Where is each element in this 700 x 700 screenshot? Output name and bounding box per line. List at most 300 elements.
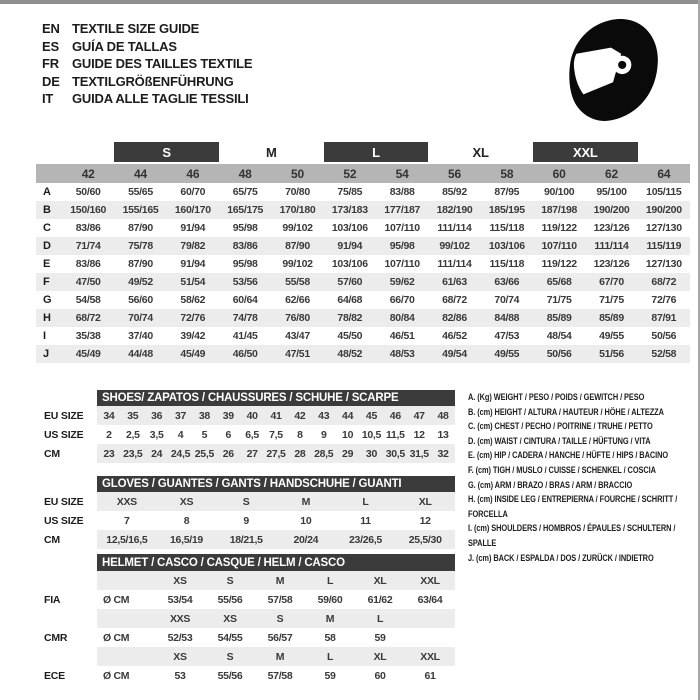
value-cell: 34 (103, 409, 115, 422)
measure-value: 115/119 (646, 240, 682, 252)
value-cell: 2 (106, 428, 112, 441)
measure-value: 35/38 (75, 330, 101, 342)
size-label: 48 (238, 166, 252, 181)
row-letter: B (43, 204, 51, 216)
measure-value: 61/63 (442, 276, 467, 288)
legend-item: B. (cm) HEIGHT / ALTURA / HAUTEUR / HÖHE / ALTEZZA (468, 406, 664, 418)
helmet-labels (44, 554, 97, 685)
measure-value: 85/89 (546, 312, 572, 324)
measure-value: 75/78 (128, 240, 153, 252)
measure-value: 99/102 (439, 240, 470, 252)
shoes-row (97, 444, 455, 463)
value-cell: 4 (177, 428, 184, 441)
size-label: 62 (605, 166, 618, 181)
size-group-xl: XL (472, 144, 489, 160)
diameter-label: Ø CM (103, 669, 130, 682)
value-cell: 6,5 (245, 428, 259, 441)
measure-value: 49/55 (599, 330, 624, 342)
legend-item: C. (cm) CHEST / PECHO / POITRINE / TRUHE / PETTO (468, 421, 653, 433)
value-cell: 2,5 (125, 428, 140, 441)
value-cell: 6 (225, 428, 232, 441)
legend-item: G. (cm) ARM / BRAZO / BRAS / ARM / BRACCIO (468, 479, 633, 491)
value-cell: 10 (342, 428, 354, 441)
value-cell: 54/55 (217, 631, 243, 644)
measure-value: 87/90 (128, 258, 153, 270)
measure-value: 50/56 (651, 330, 677, 342)
helmet-sizes-row (97, 609, 455, 628)
shoes-labels (44, 390, 97, 463)
value-cell: 36 (151, 409, 163, 422)
measure-value: 59/62 (389, 276, 415, 288)
measure-value: 63/66 (494, 276, 520, 288)
value-cell: 35 (127, 409, 139, 422)
measure-value: 67/70 (599, 276, 624, 288)
measure-value: 87/90 (128, 222, 153, 234)
gloves-title-bar: GLOVES / GUANTES / GANTS / HANDSCHUHE / GUANTI (97, 476, 455, 492)
helmet-size-label: M (275, 650, 285, 663)
helmet-size-label: XS (173, 574, 187, 587)
helmet-title-bar: HELMET / CASCO / CASQUE / HELM / CASCO (97, 554, 455, 571)
size-label: 60 (552, 166, 566, 181)
measure-value: 103/106 (488, 240, 525, 252)
size-group-s: S (114, 142, 219, 162)
value-cell: 53 (174, 669, 186, 682)
value-cell: 47 (413, 409, 425, 422)
size-label: 42 (81, 166, 95, 181)
helmet-size-label: XL (373, 650, 387, 663)
gloves-table (97, 476, 455, 549)
measure-value: 68/72 (75, 312, 101, 324)
language-code: DE (42, 73, 60, 89)
measure-value: 48/53 (389, 348, 415, 360)
measure-value: 91/94 (180, 222, 206, 234)
value-cell: 20/24 (293, 533, 319, 546)
value-cell: 30,5 (385, 447, 405, 460)
row-letter: G (43, 294, 52, 306)
size-label: 44 (134, 166, 147, 181)
measure-value: 99/102 (282, 222, 313, 234)
size-label: 46 (186, 166, 200, 181)
measure-value: 39/42 (180, 330, 206, 342)
shoes-title-bar: SHOES/ ZAPATOS / CHAUSSURES / SCHUHE / SCARPE (97, 390, 455, 406)
measure-value: 72/76 (180, 312, 206, 324)
legend-item: H. (cm) INSIDE LEG / ENTREPIERNA / FOURCHE / SCHRITT / FORCELLA (468, 494, 678, 520)
legend-item: I. (cm) SHOULDERS / HOMBROS / ÉPAULES / SCHULTERN / SPALLE (468, 523, 676, 549)
measure-value: 51/54 (180, 276, 206, 288)
language-row (42, 90, 252, 108)
value-cell: XS (179, 495, 194, 508)
gloves-rows (97, 492, 455, 549)
measure-value: 75/85 (337, 186, 363, 198)
measure-value: 47/51 (285, 348, 310, 360)
measure-value: 70/74 (128, 312, 153, 324)
value-cell: 12 (419, 514, 431, 527)
row-letter: I (43, 330, 46, 342)
value-cell: 11 (360, 514, 371, 527)
value-cell: 28 (294, 447, 306, 460)
measure-value: 45/49 (75, 348, 101, 360)
measure-value: 119/122 (541, 222, 577, 234)
shoes-row (97, 406, 455, 425)
value-cell: XL (418, 495, 432, 508)
value-cell: 23,5 (123, 447, 143, 460)
measure-value: 46/50 (232, 348, 258, 360)
helmet-size-label: S (276, 612, 284, 625)
measure-value: 111/114 (437, 258, 472, 270)
gloves-row (97, 492, 455, 511)
helmet-label-spacer (44, 609, 97, 628)
measure-value: 95/98 (232, 258, 258, 270)
measure-value: 71/75 (546, 294, 572, 306)
measure-value: 185/195 (488, 204, 525, 216)
value-cell: 59/60 (317, 593, 343, 606)
value-cell: 48 (437, 409, 449, 422)
measure-value: 190/200 (593, 204, 630, 216)
measure-value: 105/115 (646, 186, 682, 198)
value-cell: 56/57 (267, 631, 293, 644)
helmet-size-label: XXS (169, 612, 191, 625)
value-cell: 8 (183, 514, 190, 527)
language-row (42, 20, 252, 38)
value-cell: 46 (389, 409, 401, 422)
row-letter: A (43, 186, 51, 198)
main-size-groups (36, 142, 690, 162)
value-cell: 24 (151, 447, 163, 460)
legend-item: A. (Kg) WEIGHT / PESO / POIDS / GEWITCH / PESO (468, 392, 645, 403)
value-cell: 9 (320, 428, 327, 441)
measure-value: 91/94 (180, 258, 206, 270)
language-code: FR (42, 56, 59, 71)
helmet-size-label: S (226, 574, 234, 587)
legend-item: D. (cm) WAIST / CINTURA / TAILLE / HÜFTUNG / VITA (468, 435, 651, 447)
measure-value: 95/98 (232, 222, 258, 234)
measure-value: 115/118 (489, 222, 525, 234)
measure-value: 65/68 (546, 276, 572, 288)
value-cell: XXS (116, 495, 137, 508)
size-label: 58 (500, 166, 514, 181)
gloves-row (97, 530, 455, 549)
language-row (42, 38, 252, 56)
value-cell: 24,5 (170, 447, 191, 460)
size-label: 54 (395, 166, 409, 181)
helmet-size-label: XL (373, 574, 387, 587)
value-cell: 41 (270, 409, 282, 422)
shoes-size-block (44, 390, 455, 463)
helmet-size-label: L (326, 650, 334, 663)
measure-value: 46/52 (442, 330, 467, 342)
value-cell: 31,5 (409, 447, 429, 460)
measure-value: 83/86 (75, 222, 101, 234)
value-cell: 58 (324, 631, 336, 644)
value-cell: 61 (424, 669, 436, 682)
measure-value: 72/76 (651, 294, 677, 306)
gloves-row-label: CM (44, 533, 60, 546)
value-cell: 27,5 (266, 447, 286, 460)
measure-value: 41/45 (232, 330, 258, 342)
measure-value: 50/56 (546, 348, 572, 360)
measure-value: 150/160 (70, 204, 107, 216)
measure-value: 103/106 (331, 258, 368, 270)
language-row (42, 73, 252, 91)
helmet-sizes-row (97, 647, 455, 666)
measure-row-c (36, 219, 690, 237)
measure-value: 45/50 (337, 330, 363, 342)
helmet-standard-label: FIA (44, 593, 61, 606)
measure-value: 55/58 (285, 276, 310, 288)
helmet-size-label: XS (173, 650, 187, 663)
measure-value: 170/180 (279, 204, 316, 216)
helmet-size-label: S (226, 650, 234, 663)
value-cell: 53/54 (167, 593, 193, 606)
value-cell: 44 (342, 409, 354, 422)
measure-value: 95/98 (389, 240, 415, 252)
value-cell: 3,5 (149, 428, 164, 441)
measure-row-b (36, 201, 690, 219)
measure-value: 45/49 (180, 348, 206, 360)
language-title: GUIDE DES TAILLES TEXTILE (72, 56, 253, 71)
sizes-strip-spacer (36, 164, 62, 183)
shoes-rows (97, 406, 455, 463)
language-row (42, 55, 252, 73)
helmet-rows (97, 571, 455, 685)
size-label: 64 (657, 166, 671, 181)
legend-item: J. (cm) BACK / ESPALDA / DOS / ZURÜCK / INDIETRO (468, 552, 654, 564)
value-cell: 55/56 (217, 593, 243, 606)
size-label: 50 (291, 166, 304, 181)
page-top-edge (0, 0, 700, 4)
shoes-table (97, 390, 455, 463)
value-cell: 61/62 (367, 593, 393, 606)
language-code: EN (42, 21, 60, 36)
value-cell: 18/21,5 (229, 533, 263, 546)
measure-value: 127/130 (645, 258, 682, 270)
measure-value: 43/47 (285, 330, 310, 342)
measure-value: 87/91 (651, 312, 677, 324)
helmet-size-label: XXL (420, 574, 440, 587)
value-cell: 30 (365, 447, 377, 460)
measure-value: 71/74 (75, 240, 101, 252)
measure-value: 64/68 (337, 294, 363, 306)
size-group-m: M (266, 144, 277, 160)
shoes-row-label: CM (44, 447, 60, 460)
measure-value: 76/80 (285, 312, 310, 324)
value-cell: 23/26,5 (349, 533, 382, 546)
value-cell: 8 (297, 428, 303, 441)
language-title: GUÍA DE TALLAS (72, 38, 177, 54)
value-cell: 37 (174, 409, 187, 422)
helmet-standard-label: CMR (44, 631, 68, 644)
measure-value: 107/110 (384, 222, 420, 234)
value-cell: 7 (124, 514, 130, 527)
measure-value: 74/78 (232, 312, 258, 324)
textile-size-table (36, 142, 690, 363)
measure-value: 37/40 (128, 330, 153, 342)
value-cell: 26 (222, 447, 234, 460)
value-cell: 5 (201, 428, 208, 441)
gloves-row-label: EU SIZE (44, 495, 84, 508)
measure-value: 111/114 (594, 240, 629, 252)
value-cell: 28,5 (314, 447, 334, 460)
value-cell: 10 (300, 514, 312, 527)
value-cell: S (242, 495, 250, 508)
diameter-label: Ø CM (103, 631, 130, 644)
value-cell: 25,5 (194, 447, 215, 460)
measure-value: 123/126 (593, 258, 630, 270)
measure-value: 47/53 (494, 330, 520, 342)
value-cell: 57/58 (267, 669, 293, 682)
row-letter: J (43, 348, 49, 360)
measure-row-a (36, 183, 690, 201)
measure-value: 50/60 (75, 186, 101, 198)
racing-helmet-icon (560, 14, 664, 126)
value-cell: 63/64 (417, 593, 443, 606)
measure-value: 123/126 (593, 222, 630, 234)
size-label: 52 (343, 166, 357, 181)
value-cell: 42 (294, 409, 306, 422)
measure-value: 83/86 (75, 258, 101, 270)
language-title: TEXTILGRÖßENFÜHRUNG (72, 73, 234, 89)
measure-value: 99/102 (282, 258, 313, 270)
measure-row-e (36, 255, 690, 273)
measure-value: 58/62 (180, 294, 206, 306)
helmet-sizes-row (97, 571, 455, 590)
measure-value: 83/88 (389, 186, 415, 198)
value-cell: M (301, 495, 311, 508)
value-cell: 59 (374, 631, 386, 644)
value-cell: 29 (342, 447, 354, 460)
value-cell: 40 (246, 409, 258, 422)
measure-value: 70/80 (285, 186, 310, 198)
measure-value: 65/75 (232, 186, 258, 198)
measure-value: 66/70 (389, 294, 415, 306)
value-cell: 52/53 (167, 631, 193, 644)
measure-value: 51/56 (599, 348, 624, 360)
gloves-row-label: US SIZE (44, 514, 84, 527)
measure-value: 48/54 (546, 330, 572, 342)
main-sizes-strip (36, 164, 690, 183)
value-cell: 55/56 (217, 669, 243, 682)
measure-value: 160/170 (174, 204, 211, 216)
measure-value: 87/90 (285, 240, 310, 252)
measure-value: 165/175 (227, 204, 264, 216)
measure-value: 84/88 (494, 312, 520, 324)
measure-value: 47/50 (75, 276, 101, 288)
size-label: 56 (448, 166, 461, 181)
measure-value: 107/110 (541, 240, 577, 252)
value-cell: 60 (374, 669, 386, 682)
measure-value: 60/64 (232, 294, 258, 306)
measure-value: 48/52 (337, 348, 363, 360)
measure-value: 53/56 (232, 276, 258, 288)
measure-value: 95/100 (596, 186, 627, 198)
measure-value: 111/114 (437, 222, 472, 234)
measure-value: 155/165 (122, 204, 159, 216)
value-cell: 59 (324, 669, 336, 682)
helmet-label-spacer (44, 571, 97, 590)
helmet-label-spacer (44, 647, 97, 666)
language-code: ES (42, 38, 59, 54)
size-group-xxl: XXL (533, 142, 638, 162)
measure-value: 127/130 (645, 222, 682, 234)
value-cell: 23 (103, 447, 115, 460)
measure-value: 49/55 (494, 348, 520, 360)
gloves-row (97, 511, 455, 530)
measure-value: 79/82 (180, 240, 206, 252)
helmet-values-row (97, 590, 455, 609)
value-cell: 10,5 (361, 428, 382, 441)
measure-row-h (36, 309, 690, 327)
measure-value: 173/183 (331, 204, 368, 216)
value-cell: 9 (243, 514, 249, 527)
measure-value: 60/70 (180, 186, 206, 198)
value-cell: 16,5/19 (170, 533, 203, 546)
measure-value: 44/48 (128, 348, 153, 360)
shoes-row-label: EU SIZE (44, 409, 84, 422)
measure-value: 115/118 (489, 258, 525, 270)
measure-value: 49/52 (128, 276, 153, 288)
value-cell: 13 (437, 428, 449, 441)
shoes-row-label: US SIZE (44, 428, 84, 441)
measure-value: 68/72 (442, 294, 467, 306)
measure-row-i (36, 327, 690, 345)
measure-value: 46/51 (389, 330, 415, 342)
measure-value: 85/92 (442, 186, 467, 198)
measure-value: 56/60 (128, 294, 153, 306)
value-cell: 27 (246, 447, 258, 460)
measure-value: 57/60 (337, 276, 363, 288)
helmet-size-label: XS (223, 612, 237, 625)
measure-row-f (36, 273, 690, 291)
main-table-rows (36, 183, 690, 363)
helmet-values-row (97, 628, 455, 647)
measure-value: 87/95 (494, 186, 520, 198)
measure-value: 78/82 (337, 312, 363, 324)
value-cell: 7,5 (269, 428, 283, 441)
value-cell: 43 (318, 409, 330, 422)
helmet-values-row (97, 666, 455, 685)
gloves-size-block (44, 476, 455, 549)
legend-list (468, 391, 700, 566)
measure-value: 62/66 (285, 294, 310, 306)
diameter-label: Ø CM (103, 593, 130, 606)
measure-value: 83/86 (232, 240, 258, 252)
row-letter: F (43, 276, 50, 288)
legend-item: F. (cm) TIGH / MUSLO / CUISSE / SCHENKEL / COSCIA (468, 464, 656, 476)
measure-value: 90/100 (543, 186, 575, 198)
measure-value: 80/84 (389, 312, 415, 324)
language-title: TEXTILE SIZE GUIDE (72, 21, 200, 36)
measure-value: 190/200 (645, 204, 682, 216)
measure-value: 54/58 (75, 294, 101, 306)
row-letter: H (43, 312, 51, 324)
measure-row-d (36, 237, 690, 255)
measure-value: 49/54 (442, 348, 467, 360)
value-cell: 38 (198, 409, 210, 422)
measure-value: 91/94 (337, 240, 363, 252)
value-cell: 11,5 (385, 428, 405, 441)
measure-value: 82/86 (442, 312, 467, 324)
measure-value: 55/65 (128, 186, 153, 198)
shoes-row (97, 425, 455, 444)
helmet-size-label: M (325, 612, 335, 625)
helmet-size-block (44, 554, 455, 685)
helmet-table (97, 554, 455, 685)
row-letter: D (43, 240, 51, 252)
measure-value: 71/75 (599, 294, 624, 306)
value-cell: 25,5/30 (408, 533, 442, 546)
helmet-size-label: M (275, 574, 285, 587)
measure-value: 182/190 (436, 204, 473, 216)
